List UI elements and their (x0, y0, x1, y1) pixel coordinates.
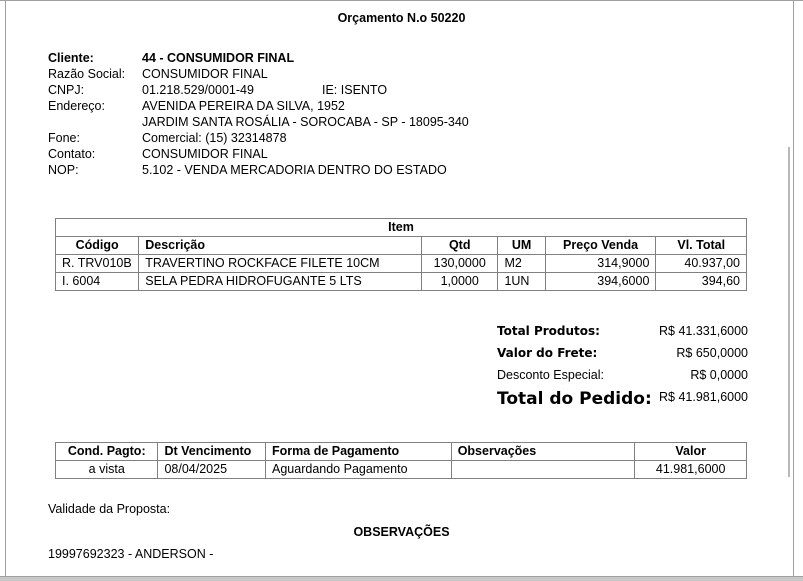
cnpj-label: CNPJ: (48, 83, 85, 97)
nop-label: NOP: (48, 163, 79, 177)
total-pedido-row (497, 386, 748, 412)
col-preco-venda: Preço Venda (545, 237, 656, 255)
total-produtos-row (497, 320, 748, 342)
col-qtd: Qtd (421, 237, 497, 255)
cnpj-value: 01.218.529/0001-49 (142, 83, 254, 97)
total-pedido-label: Total do Pedido: (497, 389, 652, 409)
frete-value: R$ 650,0000 (676, 346, 748, 360)
window-top-border (0, 0, 803, 1)
cell-codigo: R. TRV010B (56, 255, 139, 273)
col-observacoes: Observações (451, 443, 635, 461)
frete-row (497, 342, 748, 364)
col-vl-total: Vl. Total (656, 237, 747, 255)
cell-observacoes (451, 461, 635, 479)
table-row (56, 255, 747, 273)
col-valor: Valor (635, 443, 747, 461)
col-codigo: Código (56, 237, 139, 255)
table-row (56, 461, 747, 479)
items-table (55, 218, 747, 291)
cell-um: 1UN (498, 273, 545, 291)
desconto-row (497, 364, 748, 386)
contato-value: CONSUMIDOR FINAL (142, 147, 268, 161)
total-produtos-label: Total Produtos: (497, 324, 600, 338)
fone-label: Fone: (48, 131, 80, 145)
col-dt-vencimento: Dt Vencimento (158, 443, 266, 461)
cell-preco-venda: 314,9000 (545, 255, 656, 273)
cell-dt-vencimento: 08/04/2025 (158, 461, 266, 479)
cell-vl-total: 40.937,00 (656, 255, 747, 273)
desconto-value: R$ 0,0000 (690, 368, 748, 382)
client-value: 44 - CONSUMIDOR FINAL (142, 51, 295, 65)
total-produtos-value: R$ 41.331,6000 (659, 324, 748, 338)
cell-codigo: I. 6004 (56, 273, 139, 291)
contato-label: Contato: (48, 147, 96, 161)
cell-qtd: 1,0000 (421, 273, 497, 291)
endereco-label: Endereço: (48, 99, 105, 113)
observacoes-text: 19997692323 - ANDERSON - (48, 547, 214, 561)
items-header-row (56, 237, 747, 255)
endereco-line1: AVENIDA PEREIRA DA SILVA, 1952 (142, 99, 345, 113)
razao-label: Razão Social: (48, 67, 126, 81)
payment-table (55, 442, 747, 479)
nop-value: 5.102 - VENDA MERCADORIA DENTRO DO ESTADO (142, 163, 447, 177)
vertical-scrollbar[interactable] (788, 147, 790, 477)
window-left-border (5, 1, 6, 576)
items-group-header: Item (56, 219, 747, 237)
table-row (56, 273, 747, 291)
client-label: Cliente: (48, 51, 94, 65)
col-descricao: Descrição (139, 237, 422, 255)
cell-descricao: SELA PEDRA HIDROFUGANTE 5 LTS (139, 273, 422, 291)
cell-valor: 41.981,6000 (635, 461, 747, 479)
endereco-line2: JARDIM SANTA ROSÁLIA - SOROCABA - SP - 18095-340 (142, 115, 469, 129)
col-forma-pagamento: Forma de Pagamento (266, 443, 452, 461)
observacoes-title: OBSERVAÇÕES (353, 525, 450, 539)
ie-value: IE: ISENTO (322, 83, 388, 97)
cell-vl-total: 394,60 (656, 273, 747, 291)
cell-cond-pagto: a vista (56, 461, 158, 479)
document-title: Orçamento N.o 50220 (337, 11, 466, 25)
col-um: UM (498, 237, 545, 255)
totals-block (497, 320, 748, 412)
frete-label: Valor do Frete: (497, 346, 598, 360)
desconto-label: Desconto Especial: (497, 368, 605, 382)
fone-value: Comercial: (15) 32314878 (142, 131, 287, 145)
cell-forma-pagamento: Aguardando Pagamento (266, 461, 452, 479)
window-right-border (793, 1, 794, 576)
items-group-header-row (56, 219, 747, 237)
cell-descricao: TRAVERTINO ROCKFACE FILETE 10CM (139, 255, 422, 273)
col-cond-pagto: Cond. Pagto: (56, 443, 158, 461)
cell-um: M2 (498, 255, 545, 273)
payment-header-row (56, 443, 747, 461)
cell-qtd: 130,0000 (421, 255, 497, 273)
validade-label: Validade da Proposta: (48, 502, 171, 516)
total-pedido-value: R$ 41.981,6000 (659, 390, 748, 404)
background-window-strip (0, 576, 803, 581)
cell-preco-venda: 394,6000 (545, 273, 656, 291)
razao-value: CONSUMIDOR FINAL (142, 67, 268, 81)
